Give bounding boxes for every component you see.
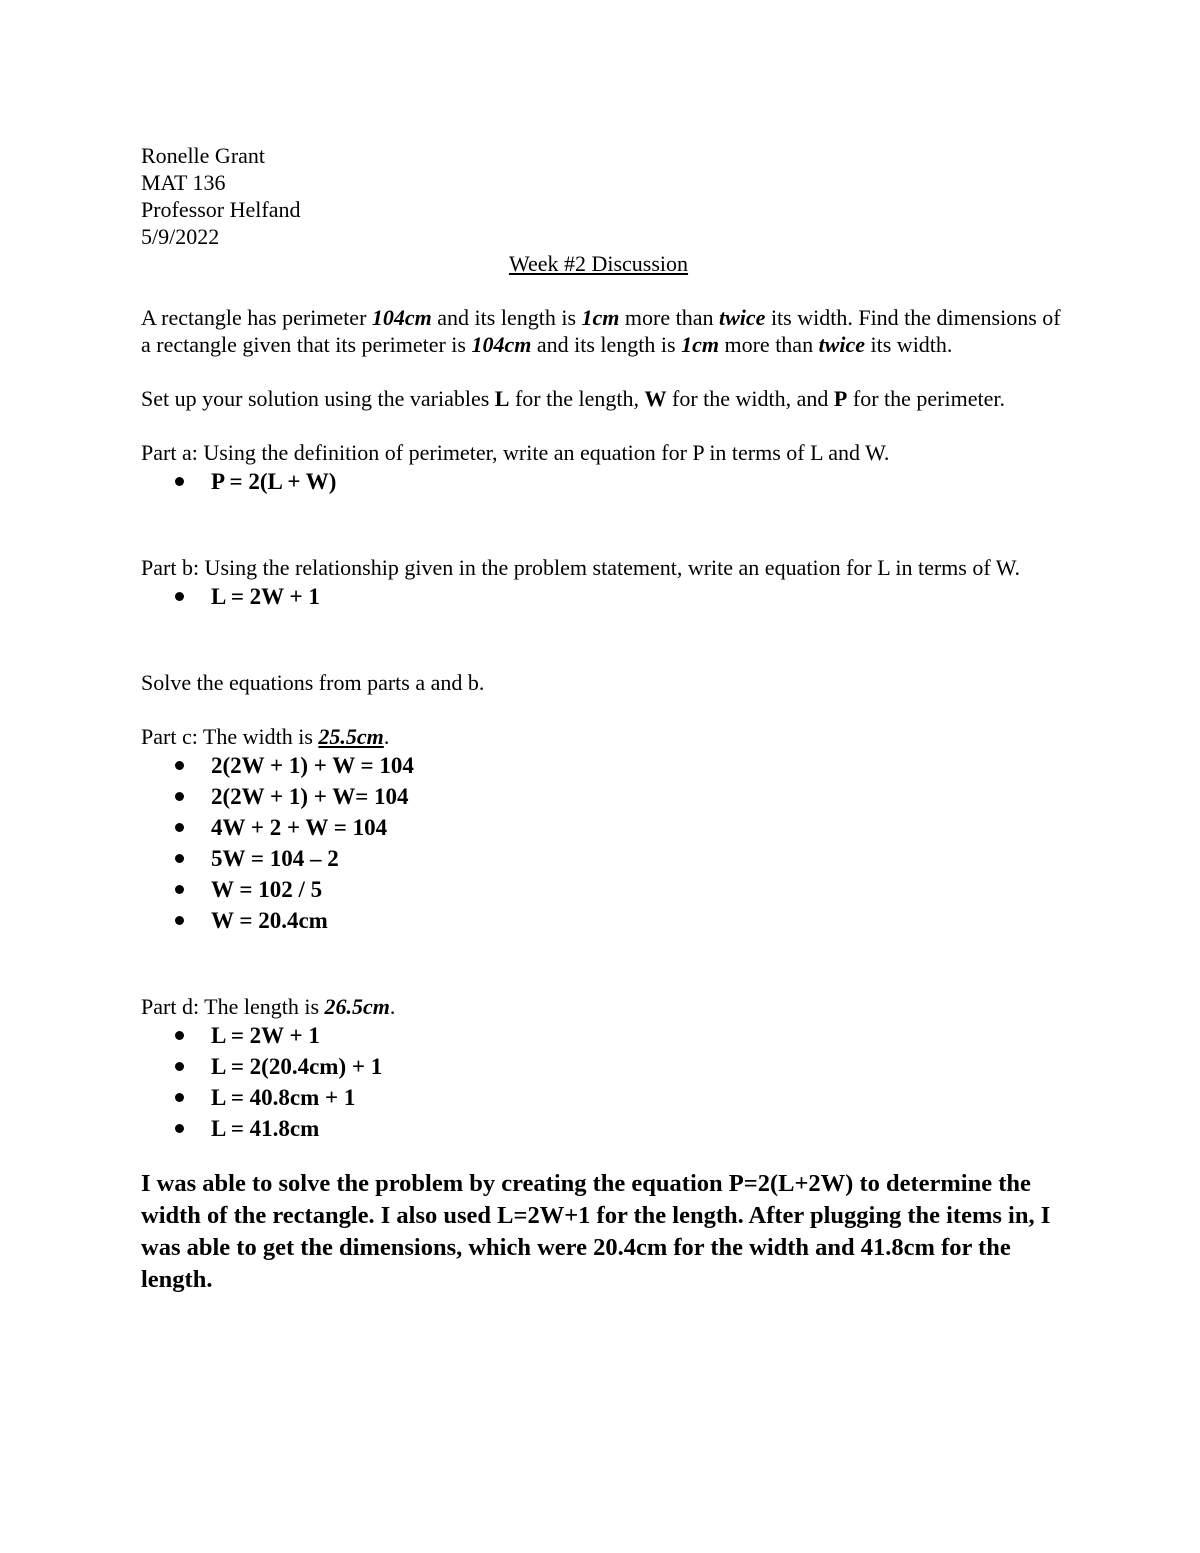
bullet-icon [175,1062,184,1071]
equation-step [141,812,1066,843]
equation-step [141,581,1066,612]
equation-text: W = 20.4cm [211,908,328,933]
solve-prompt: Solve the equations from parts a and b. [141,670,485,695]
part-c-label: Part c: The width is [141,724,319,749]
author-name: Ronelle Grant [141,143,266,168]
bullet-icon [175,854,184,863]
problem-statement [141,304,1066,358]
equation-step [141,781,1066,812]
equation-step [141,874,1066,905]
conclusion-paragraph: I was able to solve the problem by creating the equation P=2(L+2W) to determine the width of the rectangle. I also used L=2W+1 for the length. After plugging the items in, I was able to get the dimensions, which were 20.4cm for the width and 41.8cm for the length. [141,1170,1051,1293]
equation-text: L = 2(20.4cm) + 1 [211,1054,383,1079]
equation-text: L = 2W + 1 [211,1023,320,1048]
equation-text: 5W = 104 – 2 [211,846,339,871]
bullet-icon [175,916,184,925]
equation-step [141,905,1066,936]
part-a-prompt: Part a: Using the definition of perimeter, write an equation for P in terms of L and W. [141,440,890,465]
variable-w: W [644,386,667,411]
professor-name: Professor Helfand [141,197,301,222]
problem-value: 1cm [681,332,719,357]
variable-l: L [494,386,510,411]
setup-text: for the length, [509,386,645,411]
equation-text: 4W + 2 + W = 104 [211,815,388,840]
equation-text: L = 40.8cm + 1 [211,1085,356,1110]
part-d-heading [141,993,1066,1020]
problem-text: A rectangle has perimeter [141,305,372,330]
problem-value: 104cm [371,305,432,330]
equation-step [141,466,1066,497]
part-b-steps [141,581,1066,612]
variable-p: P [833,386,848,411]
equation-step [141,1051,1066,1082]
problem-value: 104cm [471,332,532,357]
part-d-suffix: . [389,994,396,1019]
equation-text: 2(2W + 1) + W= 104 [211,784,409,809]
bullet-icon [175,1124,184,1133]
part-a-steps [141,466,1066,497]
part-b-prompt: Part b: Using the relationship given in the problem statement, write an equation for L in terms of W. [141,555,1021,580]
equation-text: L = 2W + 1 [211,584,320,609]
equation-text: L = 41.8cm [211,1116,320,1141]
problem-text: its width. [865,332,953,357]
document-date: 5/9/2022 [141,224,220,249]
equation-step [141,1020,1066,1051]
problem-value: twice [818,332,866,357]
problem-text: more than [718,332,819,357]
equation-step [141,1082,1066,1113]
bullet-icon [175,885,184,894]
bullet-icon [175,477,184,486]
setup-text: for the perimeter. [847,386,1005,411]
part-c-suffix: . [383,724,390,749]
part-c-steps [141,750,1066,936]
equation-step [141,1113,1066,1144]
bullet-icon [175,1093,184,1102]
problem-text: its width. Find the dimensions of a rectangle given that its perimeter is [141,305,1061,357]
setup-text: for the width, and [666,386,834,411]
document-title: Week #2 Discussion [508,251,689,276]
course-code: MAT 136 [141,170,226,195]
bullet-icon [175,1031,184,1040]
equation-text: 2(2W + 1) + W = 104 [211,753,414,778]
part-d-steps [141,1020,1066,1144]
equation-step [141,750,1066,781]
equation-step [141,843,1066,874]
bullet-icon [175,761,184,770]
setup-text: Set up your solution using the variables [141,386,495,411]
problem-text: more than [619,305,719,330]
problem-value: twice [719,305,766,330]
setup-instructions [141,385,1066,412]
part-c-heading [141,723,1066,750]
problem-text: and its length is [431,305,582,330]
part-d-label: Part d: The length is [141,994,325,1019]
bullet-icon [175,592,184,601]
equation-text: P = 2(L + W) [211,469,337,494]
part-c-answer: 25.5cm [318,724,384,749]
bullet-icon [175,792,184,801]
problem-value: 1cm [581,305,620,330]
bullet-icon [175,823,184,832]
problem-text: and its length is [531,332,682,357]
equation-text: W = 102 / 5 [211,877,323,902]
part-d-answer: 26.5cm [324,994,390,1019]
document-page [141,142,1066,1296]
